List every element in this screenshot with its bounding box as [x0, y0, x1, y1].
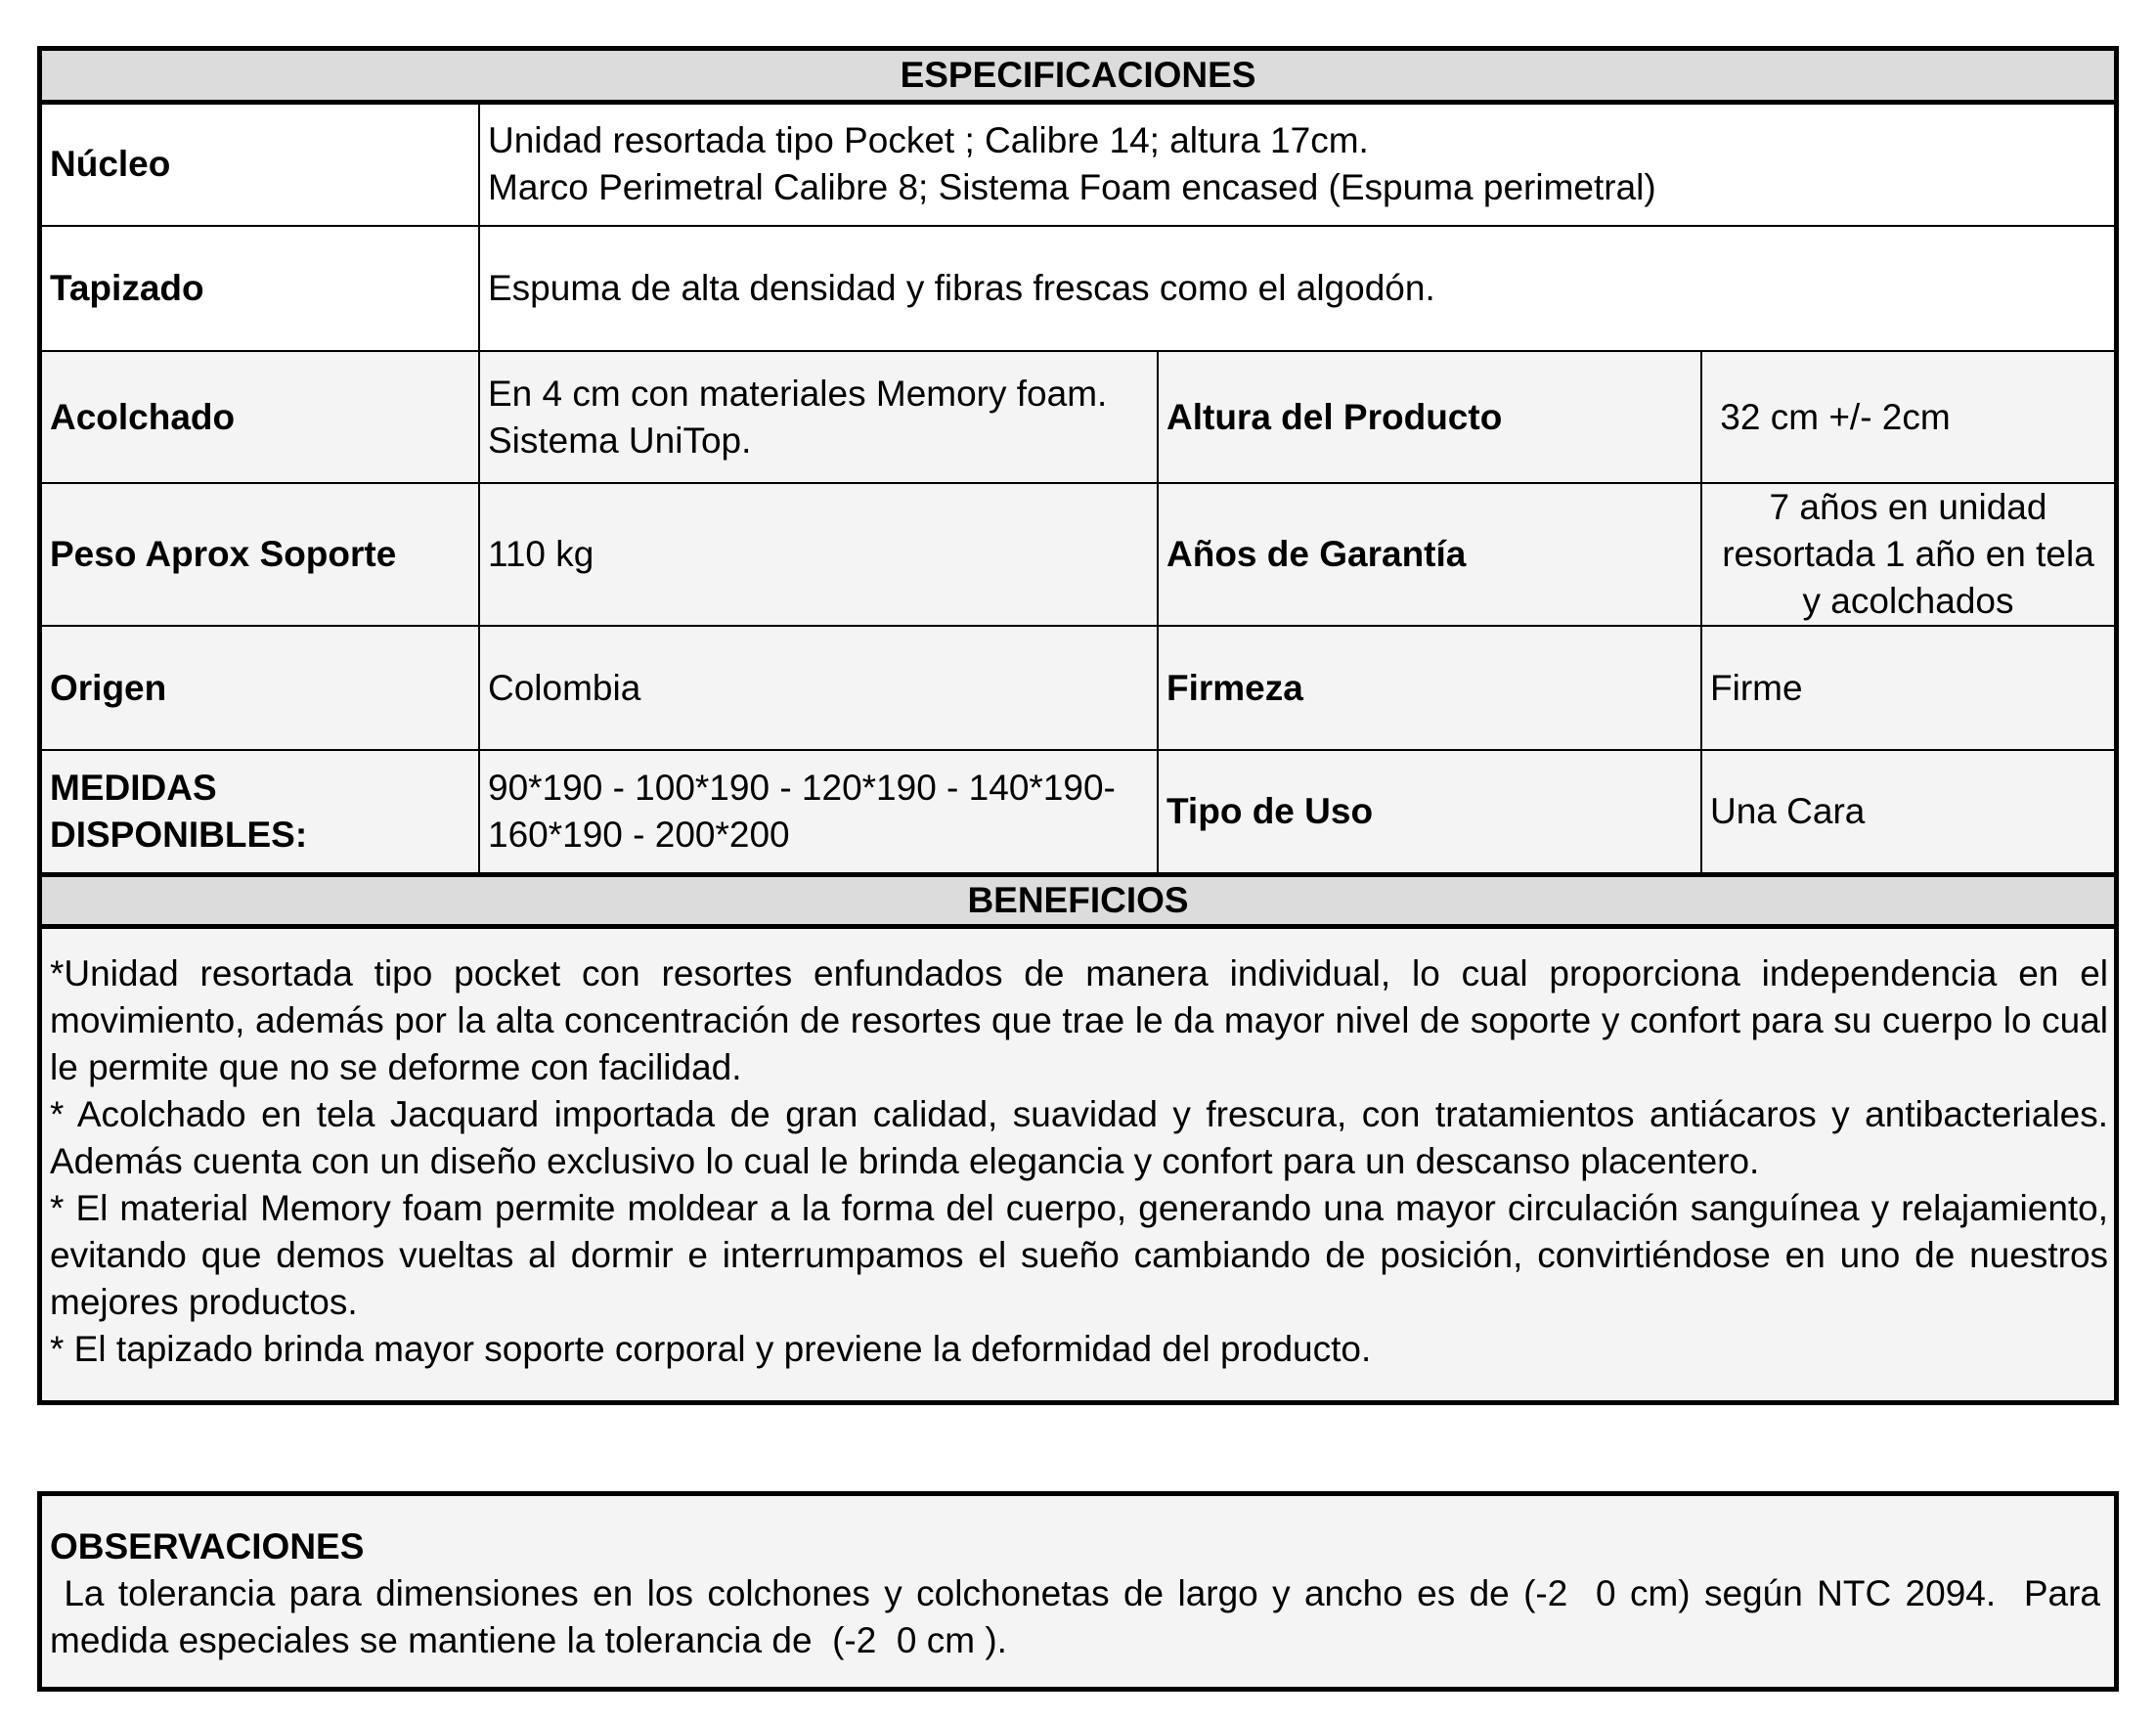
origen-label: Origen — [42, 626, 479, 750]
medidas-line-2: 160*190 - 200*200 — [488, 814, 790, 855]
tapizado-label: Tapizado — [42, 226, 479, 351]
specifications-title: ESPECIFICACIONES — [42, 51, 2114, 102]
tipo-uso-value: Una Cara — [1701, 750, 2114, 874]
acolchado-line-1: En 4 cm con materiales Memory foam. — [488, 373, 1108, 414]
peso-label: Peso Aprox Soporte — [42, 483, 479, 626]
altura-label: Altura del Producto — [1158, 351, 1701, 483]
benefits-body — [42, 926, 2114, 1400]
benefit-item: *Unidad resortada tipo pocket con resortes enfundados de manera individual, lo cual proporciona independencia en el movimiento, además por la alta concentración de resortes que trae le da mayor nivel de soporte y confort para su cuerpo lo cual le permite que no se deforme con facilidad. — [50, 952, 2109, 1087]
nucleo-label: Núcleo — [42, 102, 479, 226]
benefit-item: * El tapizado brinda mayor soporte corporal y previene la deformidad del producto. — [50, 1328, 1372, 1369]
acolchado-label: Acolchado — [42, 351, 479, 483]
medidas-label-line-2: DISPONIBLES: — [50, 814, 308, 855]
observations-text: La tolerancia para dimensiones en los colchones y colchonetas de largo y ancho es de (-2 0 cm) según NTC 2094. Para medida especiales se mantiene la tolerancia de (-2 0 cm ). — [50, 1573, 2111, 1660]
spec-grid — [42, 51, 2114, 1400]
observations-box — [37, 1491, 2119, 1692]
medidas-label-line-1: MEDIDAS — [50, 767, 217, 808]
medidas-line-1: 90*190 - 100*190 - 120*190 - 140*190- — [488, 767, 1116, 808]
medidas-label — [42, 750, 479, 874]
firmeza-value: Firme — [1701, 626, 2114, 750]
benefits-title: BENEFICIOS — [42, 874, 2114, 926]
acolchado-value — [479, 351, 1158, 483]
peso-value: 110 kg — [479, 483, 1158, 626]
tapizado-value: Espuma de alta densidad y fibras frescas como el algodón. — [479, 226, 2114, 351]
firmeza-label: Firmeza — [1158, 626, 1701, 750]
nucleo-value — [479, 102, 2114, 226]
garantia-line-3: y acolchados — [1802, 581, 2014, 621]
nucleo-line-2: Marco Perimetral Calibre 8; Sistema Foam encased (Espuma perimetral) — [488, 167, 1656, 208]
garantia-label: Años de Garantía — [1158, 483, 1701, 626]
garantia-line-2: resortada 1 año en tela — [1722, 534, 2094, 574]
observations-title: OBSERVACIONES — [50, 1526, 365, 1566]
acolchado-line-2: Sistema UniTop. — [488, 419, 752, 461]
origen-value: Colombia — [479, 626, 1158, 750]
nucleo-line-1: Unidad resortada tipo Pocket ; Calibre 14; altura 17cm. — [488, 120, 1369, 161]
benefit-item: * El material Memory foam permite moldear a la forma del cuerpo, generando una mayor circulación sanguínea y relajamiento, evitando que demos vueltas al dormir e interrumpamos el sueño cambiando de posición, convirtiéndose en uno de nuestros mejores productos. — [50, 1187, 2109, 1322]
garantia-line-1: 7 años en unidad — [1769, 487, 2047, 527]
garantia-value — [1701, 483, 2114, 626]
altura-value: 32 cm +/- 2cm — [1701, 351, 2114, 483]
benefit-item: * Acolchado en tela Jacquard importada de gran calidad, suavidad y frescura, con tratamientos antiácaros y antibacteriales. Además cuenta con un diseño exclusivo lo cual le brinda elegancia y confort para un descanso placentero. — [50, 1093, 2109, 1181]
specifications-table — [37, 46, 2119, 1405]
medidas-value — [479, 750, 1158, 874]
tipo-uso-label: Tipo de Uso — [1158, 750, 1701, 874]
